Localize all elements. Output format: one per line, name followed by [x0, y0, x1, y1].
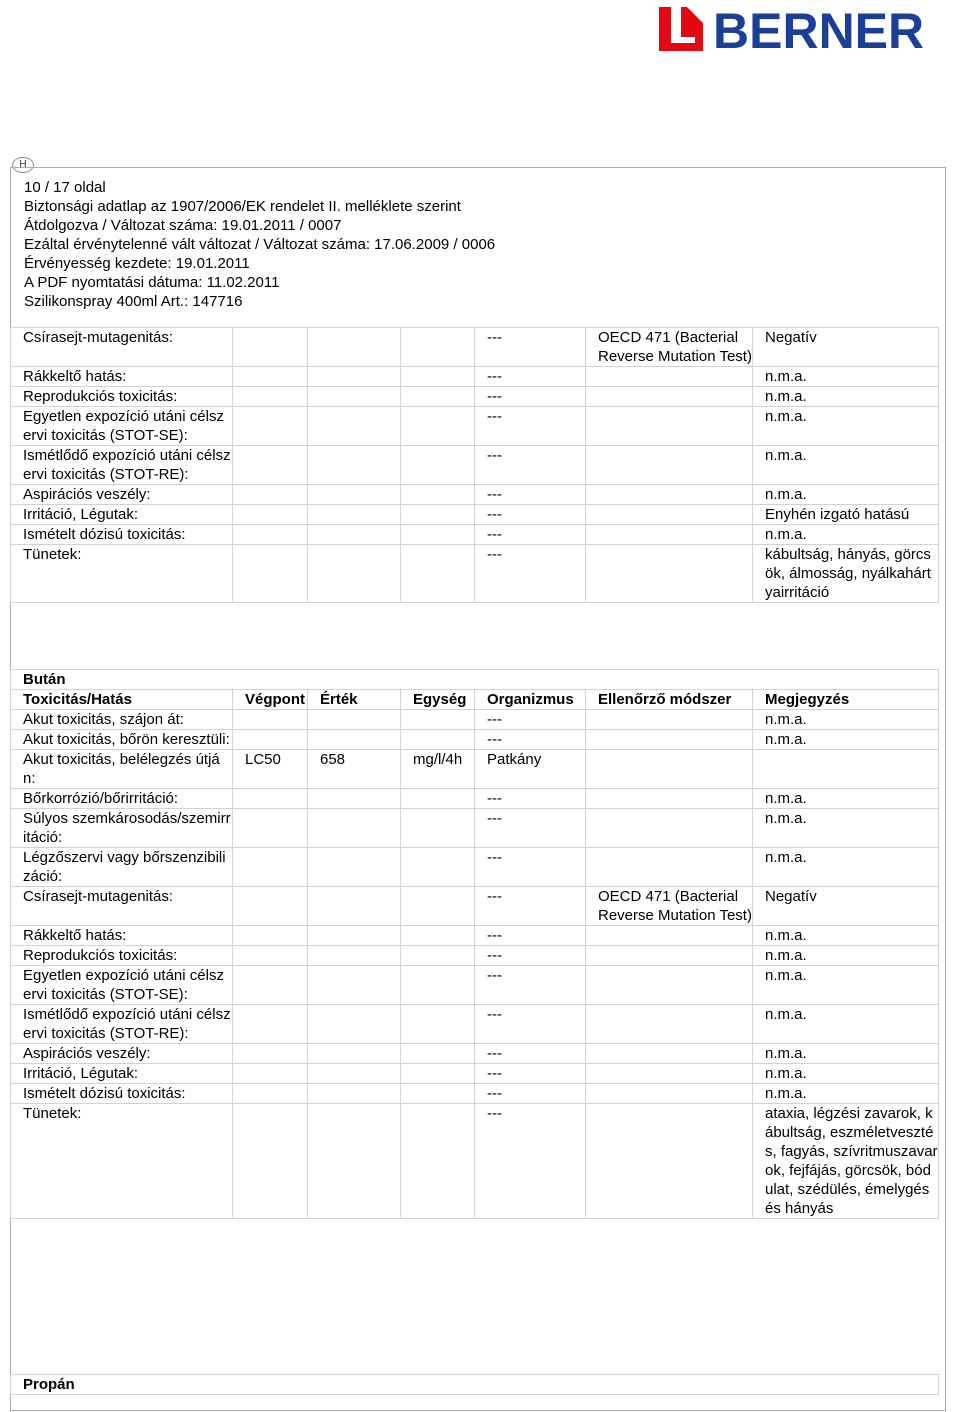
cell-effect: Irritáció, Légutak:	[11, 505, 233, 525]
product-line: Szilikonspray 400ml Art.: 147716	[24, 293, 243, 310]
cell-remark: ataxia, légzési zavarok, kábultság, eszméletvesztés, fagyás, szívritmuszavarok, fejfájás, görcsök, bódulat, szédülés, émelygés és hányás	[753, 1104, 939, 1219]
cell-effect: Rákkeltő hatás:	[11, 367, 233, 387]
cell-value	[308, 545, 401, 603]
regulation-line: Biztonsági adatlap az 1907/2006/EK rendelet II. melléklete szerint	[24, 198, 461, 215]
cell-value	[308, 809, 401, 848]
cell-value	[308, 730, 401, 750]
table-row	[11, 1084, 939, 1104]
cell-effect: Súlyos szemkárosodás/szemirritáció:	[11, 809, 233, 848]
cell-value	[308, 328, 401, 367]
cell-method	[586, 750, 753, 789]
table-row	[11, 710, 939, 730]
cell-remark: n.m.a.	[753, 946, 939, 966]
cell-unit	[401, 1044, 475, 1064]
cell-endpoint	[233, 367, 308, 387]
cell-method	[586, 545, 753, 603]
cell-organism: ---	[475, 505, 586, 525]
cell-value	[308, 1064, 401, 1084]
table-row	[11, 407, 939, 446]
cell-value	[308, 926, 401, 946]
butane-toxicity-table	[10, 669, 939, 1219]
cell-unit	[401, 367, 475, 387]
table-row	[11, 545, 939, 603]
cell-organism: ---	[475, 789, 586, 809]
cell-value	[308, 1044, 401, 1064]
cell-method	[586, 730, 753, 750]
table-row	[11, 946, 939, 966]
cell-method	[586, 789, 753, 809]
cell-method	[586, 809, 753, 848]
cell-value	[308, 367, 401, 387]
cell-method	[586, 505, 753, 525]
cell-endpoint	[233, 446, 308, 485]
cell-method	[586, 525, 753, 545]
table-row	[11, 966, 939, 1005]
cell-remark: n.m.a.	[753, 966, 939, 1005]
cell-unit	[401, 1104, 475, 1219]
table-row	[11, 848, 939, 887]
cell-remark: n.m.a.	[753, 848, 939, 887]
cell-organism: ---	[475, 485, 586, 505]
col-header-value: Érték	[308, 690, 401, 710]
cell-unit	[401, 1005, 475, 1044]
cell-organism: Patkány	[475, 750, 586, 789]
cell-method	[586, 367, 753, 387]
cell-organism: ---	[475, 1064, 586, 1084]
cell-unit	[401, 966, 475, 1005]
cell-endpoint	[233, 730, 308, 750]
table-row	[11, 505, 939, 525]
cell-organism: ---	[475, 730, 586, 750]
cell-method	[586, 848, 753, 887]
cell-value	[308, 1005, 401, 1044]
col-header-endpoint: Végpont	[233, 690, 308, 710]
table-row	[11, 1104, 939, 1219]
cell-value	[308, 789, 401, 809]
table-row	[11, 926, 939, 946]
cell-method	[586, 387, 753, 407]
validity-line: Érvényesség kezdete: 19.01.2011	[24, 255, 250, 272]
cell-organism: ---	[475, 887, 586, 926]
cell-unit	[401, 407, 475, 446]
table-row	[11, 446, 939, 485]
cell-organism: ---	[475, 328, 586, 367]
cell-unit	[401, 446, 475, 485]
cell-organism: ---	[475, 1044, 586, 1064]
section-title-butane: Bután	[11, 670, 939, 690]
cell-effect: Ismételt dózisú toxicitás:	[11, 525, 233, 545]
print-date-line: A PDF nyomtatási dátuma: 11.02.2011	[24, 274, 280, 291]
cell-unit: mg/l/4h	[401, 750, 475, 789]
cell-organism: ---	[475, 809, 586, 848]
cell-organism: ---	[475, 848, 586, 887]
cell-value	[308, 525, 401, 545]
cell-unit	[401, 710, 475, 730]
cell-effect: Ismételt dózisú toxicitás:	[11, 1084, 233, 1104]
cell-method	[586, 966, 753, 1005]
superseded-line: Ezáltal érvénytelenné vált változat / Változat száma: 17.06.2009 / 0006	[24, 236, 496, 253]
cell-method	[586, 407, 753, 446]
col-header-method: Ellenőrző módszer	[586, 690, 753, 710]
cell-unit	[401, 887, 475, 926]
cell-endpoint	[233, 505, 308, 525]
cell-endpoint	[233, 1064, 308, 1084]
cell-effect: Csírasejt-mutagenitás:	[11, 328, 233, 367]
table-row	[11, 809, 939, 848]
cell-effect: Egyetlen expozíció utáni célszervi toxicitás (STOT-SE):	[11, 966, 233, 1005]
cell-unit	[401, 545, 475, 603]
cell-effect: Bőrkorrózió/bőrirritáció:	[11, 789, 233, 809]
cell-remark: n.m.a.	[753, 710, 939, 730]
cell-endpoint	[233, 809, 308, 848]
cell-value	[308, 1084, 401, 1104]
table-row	[11, 750, 939, 789]
berner-logo	[657, 5, 960, 53]
cell-organism: ---	[475, 545, 586, 603]
cell-method	[586, 710, 753, 730]
cell-endpoint	[233, 407, 308, 446]
cell-value: 658	[308, 750, 401, 789]
cell-unit	[401, 730, 475, 750]
cell-method	[586, 1104, 753, 1219]
cell-remark: n.m.a.	[753, 407, 939, 446]
cell-organism: ---	[475, 367, 586, 387]
cell-value	[308, 1104, 401, 1219]
cell-remark: Negatív	[753, 887, 939, 926]
table-row	[11, 730, 939, 750]
cell-remark: n.m.a.	[753, 809, 939, 848]
cell-method	[586, 485, 753, 505]
cell-organism: ---	[475, 966, 586, 1005]
col-header-effect: Toxicitás/Hatás	[11, 690, 233, 710]
cell-method	[586, 1044, 753, 1064]
cell-remark: n.m.a.	[753, 1084, 939, 1104]
table-row	[11, 328, 939, 367]
col-header-remark: Megjegyzés	[753, 690, 939, 710]
cell-remark: n.m.a.	[753, 1044, 939, 1064]
table-row	[11, 1064, 939, 1084]
table-row	[11, 789, 939, 809]
cell-effect: Ismétlődő expozíció utáni célszervi toxicitás (STOT-RE):	[11, 1005, 233, 1044]
cell-method	[586, 926, 753, 946]
revision-line: Átdolgozva / Változat száma: 19.01.2011 / 0007	[24, 217, 342, 234]
propane-toxicity-table	[10, 1374, 939, 1395]
table-row	[11, 887, 939, 926]
cell-organism: ---	[475, 387, 586, 407]
cell-remark: n.m.a.	[753, 367, 939, 387]
cell-endpoint	[233, 1104, 308, 1219]
cell-unit	[401, 926, 475, 946]
cell-effect: Reprodukciós toxicitás:	[11, 946, 233, 966]
cell-value	[308, 887, 401, 926]
table-row	[11, 387, 939, 407]
cell-unit	[401, 946, 475, 966]
cell-organism: ---	[475, 1084, 586, 1104]
cell-value	[308, 446, 401, 485]
cell-unit	[401, 328, 475, 367]
cell-endpoint	[233, 887, 308, 926]
cell-organism: ---	[475, 407, 586, 446]
cell-endpoint	[233, 1005, 308, 1044]
cell-method	[586, 1005, 753, 1044]
cell-organism: ---	[475, 1104, 586, 1219]
cell-effect: Akut toxicitás, belélegzés útján:	[11, 750, 233, 789]
cell-unit	[401, 387, 475, 407]
cell-endpoint	[233, 946, 308, 966]
cell-effect: Aspirációs veszély:	[11, 485, 233, 505]
cell-remark: kábultság, hányás, görcsök, álmosság, nyálkahártyairritáció	[753, 545, 939, 603]
cell-unit	[401, 505, 475, 525]
cell-endpoint	[233, 789, 308, 809]
table-row	[11, 367, 939, 387]
cell-remark: n.m.a.	[753, 789, 939, 809]
cell-endpoint	[233, 848, 308, 887]
cell-effect: Akut toxicitás, szájon át:	[11, 710, 233, 730]
cell-value	[308, 505, 401, 525]
cell-effect: Irritáció, Légutak:	[11, 1064, 233, 1084]
cell-remark: n.m.a.	[753, 730, 939, 750]
cell-value	[308, 387, 401, 407]
cell-endpoint	[233, 1044, 308, 1064]
cell-organism: ---	[475, 446, 586, 485]
table-row	[11, 485, 939, 505]
cell-method	[586, 946, 753, 966]
cell-value	[308, 407, 401, 446]
table-row	[11, 1044, 939, 1064]
cell-remark: n.m.a.	[753, 387, 939, 407]
cell-endpoint	[233, 1084, 308, 1104]
cell-remark	[753, 750, 939, 789]
cell-organism: ---	[475, 946, 586, 966]
cell-remark: n.m.a.	[753, 525, 939, 545]
cell-method: OECD 471 (Bacterial Reverse Mutation Test)	[586, 328, 753, 367]
toxicity-table-continued	[10, 327, 939, 603]
cell-unit	[401, 525, 475, 545]
cell-value	[308, 710, 401, 730]
cell-unit	[401, 1084, 475, 1104]
cell-remark: n.m.a.	[753, 446, 939, 485]
section-title-propane: Propán	[11, 1375, 939, 1395]
cell-method: OECD 471 (Bacterial Reverse Mutation Test)	[586, 887, 753, 926]
cell-unit	[401, 809, 475, 848]
cell-method	[586, 446, 753, 485]
cell-endpoint	[233, 328, 308, 367]
cell-value	[308, 966, 401, 1005]
cell-effect: Reprodukciós toxicitás:	[11, 387, 233, 407]
col-header-organism: Organizmus	[475, 690, 586, 710]
cell-effect: Tünetek:	[11, 545, 233, 603]
cell-effect: Egyetlen expozíció utáni célszervi toxicitás (STOT-SE):	[11, 407, 233, 446]
cell-effect: Csírasejt-mutagenitás:	[11, 887, 233, 926]
cell-endpoint: LC50	[233, 750, 308, 789]
cell-unit	[401, 485, 475, 505]
page-number: 10 / 17 oldal	[24, 179, 106, 196]
cell-endpoint	[233, 525, 308, 545]
cell-value	[308, 848, 401, 887]
cell-organism: ---	[475, 525, 586, 545]
cell-method	[586, 1084, 753, 1104]
cell-endpoint	[233, 545, 308, 603]
cell-method	[586, 1064, 753, 1084]
cell-unit	[401, 848, 475, 887]
cell-effect: Aspirációs veszély:	[11, 1044, 233, 1064]
cell-effect: Ismétlődő expozíció utáni célszervi toxicitás (STOT-RE):	[11, 446, 233, 485]
document-header	[24, 178, 495, 311]
table-row	[11, 525, 939, 545]
col-header-unit: Egység	[401, 690, 475, 710]
cell-unit	[401, 789, 475, 809]
cell-effect: Akut toxicitás, bőrön keresztüli:	[11, 730, 233, 750]
cell-value	[308, 946, 401, 966]
cell-effect: Légzőszervi vagy bőrszenzibilizáció:	[11, 848, 233, 887]
cell-organism: ---	[475, 1005, 586, 1044]
cell-organism: ---	[475, 710, 586, 730]
cell-endpoint	[233, 387, 308, 407]
cell-effect: Rákkeltő hatás:	[11, 926, 233, 946]
cell-endpoint	[233, 926, 308, 946]
cell-remark: Enyhén izgató hatású	[753, 505, 939, 525]
cell-remark: n.m.a.	[753, 926, 939, 946]
cell-remark: n.m.a.	[753, 485, 939, 505]
table-row	[11, 1005, 939, 1044]
cell-remark: n.m.a.	[753, 1005, 939, 1044]
cell-endpoint	[233, 966, 308, 1005]
cell-effect: Tünetek:	[11, 1104, 233, 1219]
cell-organism: ---	[475, 926, 586, 946]
cell-unit	[401, 1064, 475, 1084]
cell-remark: n.m.a.	[753, 1064, 939, 1084]
logo-text: BERNER	[713, 5, 925, 53]
cell-endpoint	[233, 710, 308, 730]
cell-remark: Negatív	[753, 328, 939, 367]
language-badge: H	[12, 157, 34, 173]
cell-endpoint	[233, 485, 308, 505]
cell-value	[308, 485, 401, 505]
